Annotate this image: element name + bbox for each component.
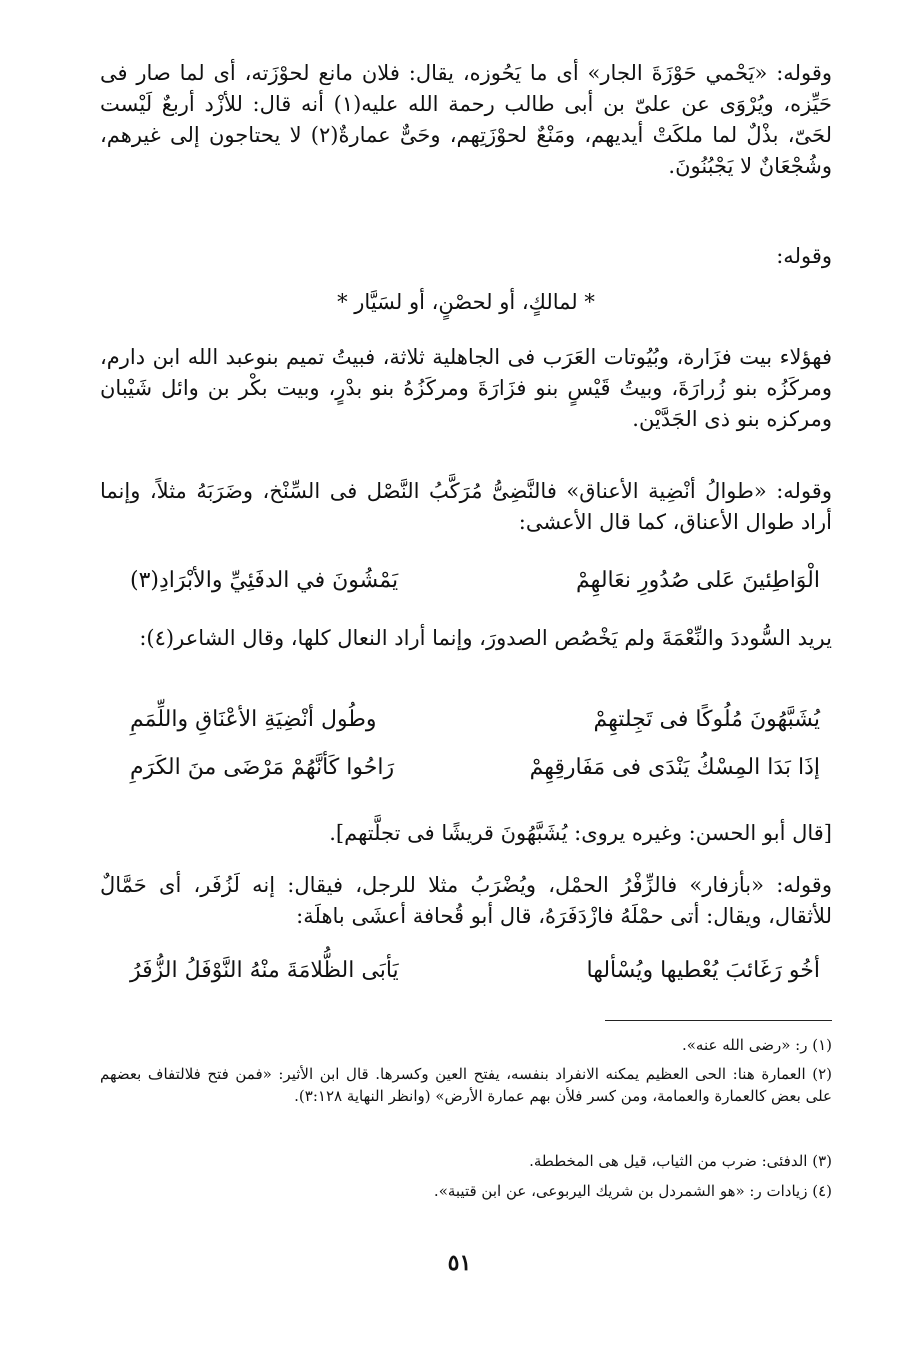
verse-first-hemistich: يُشَبَّهُونَ مُلُوكًا فى تَجِلتهِمْ <box>593 707 820 732</box>
paragraph-abu-al-hasan: [قال أبو الحسن: وغيره يروى: يُشَبَّهُونَ قريشًا فى تجلَّتهم]. <box>329 821 832 845</box>
footnote-separator <box>605 1020 832 1021</box>
paragraph-anidiya: وقوله: «طوالُ أنْضِية الأعناق» فالنَّضِىُّ مُرَكَّبُ النَّصْل فى السِّنْخ، وضَرَبَهُ مثلاً، وإنما أراد طوال الأعناق، كما قال الأعشى: <box>100 479 832 534</box>
verse-first-hemistich: إذَا بَدَا المِسْكُ يَنْدَى فى مَفَارقِهِمْ <box>529 755 820 780</box>
verse-second-hemistich: يَمْشُونَ في الدفَئِيِّ والأبْرَادِ(٣) <box>130 568 399 593</box>
footnote-1: (١) ر: «رضى الله عنه». <box>681 1036 832 1054</box>
paragraph-buyutat: فهؤلاء بيت فزَارة، وبُيُوتات العَرَب فى الجاهلية ثلاثة، فبيتُ تميم بنوعبد الله ابن دارم، ومركَزُه بنو زُرارَةَ، وبيتُ قَيْسٍ بنو فزَارَةَ ومركَزُهُ بنو بدْرٍ، وبيت بكْر بن وائل شَيْبان ومركزه بنو ذى الجَدَّيْن. <box>100 345 832 431</box>
verse-first-hemistich: أخُو رَغَائبَ يُعْطيها ويُسْألها <box>586 958 820 983</box>
quoted-hemistich: * لمالكٍ، أو لحصْنٍ، أو لسَيَّار * <box>337 290 595 314</box>
verse-line <box>130 958 820 983</box>
paragraph-qawluhu: وقوله: <box>776 244 832 268</box>
footnote-4: (٤) زيادات ر: «هو الشمردل بن شريك اليربوعى، عن ابن قتيبة». <box>433 1182 832 1200</box>
page-number: ٥١ <box>447 1250 472 1276</box>
verse-first-hemistich: الْوَاطِئينَ عَلى صُدُورِ نعَالهِمْ <box>576 568 820 593</box>
paragraph-hawza: وقوله: «يَحْمي حَوْزَةَ الجار» أى ما يَحُوزه، يقال: فلان مانع لحوْزَته، أى لما صار فى حَيِّزه، ويُرْوَى عن علىّ بن أبى طالب رحمة الله عليه(١) أنه قال: للأزْد أربعٌ لَيْست لحَىّ، بذْلٌ لما ملكَتْ أيديهم، ومَنْعٌ لحوْزَتِهم، وحَىٌّ عمارةٌ(٢) لا يحتاجون إلى غيرهم، وشُجْعَانٌ لا يَجْبُنُونَ. <box>100 61 832 178</box>
footnote-2: (٢) العمارة هنا: الحى العظيم يمكنه الانفراد بنفسه، يفتح العين وكسرها. قال ابن الأثير: «فمن فتح فلالتفاف بعضهم على بعض كالعمارة والعمامة، ومن كسر فلأن بهم عمارة الأرض» (وانظر النهاية ٣:١٢٨). <box>100 1065 832 1105</box>
verse-line <box>130 755 820 780</box>
verse-second-hemistich: وطُول أنْضِيَةِ الأعْنَاقِ واللِّمَمِ <box>130 707 377 732</box>
paragraph-sudud: يريد السُّوددَ والنِّعْمَةَ ولم يَخْصُص الصدورَ، وإنما أراد النعال كلها، وقال الشاعر(٤): <box>139 626 832 650</box>
verse-line <box>130 568 820 593</box>
paragraph-azfar: وقوله: «بأزفار» فالزِّفْرُ الحمْل، ويُضْرَبُ مثلا للرجل، فيقال: إنه لَزُفَر، أى حَمَّالٌ للأثقال، ويقال: أتى حمْلَهُ فازْدَفَرَهُ، قال أبو قُحافة أعشَى باهلَة: <box>100 873 832 928</box>
footnote-3: (٣) الدفئى: ضرب من الثياب، قيل هى المخططة. <box>529 1152 832 1170</box>
verse-second-hemistich: رَاحُوا كَأنَّهُمْ مَرْضَى منَ الكَرَمِ <box>130 755 395 780</box>
verse-second-hemistich: يَأبَى الظُّلامَةَ منْهُ النَّوْفَلُ الزُّفَرُ <box>130 958 399 983</box>
verse-line <box>130 707 820 732</box>
